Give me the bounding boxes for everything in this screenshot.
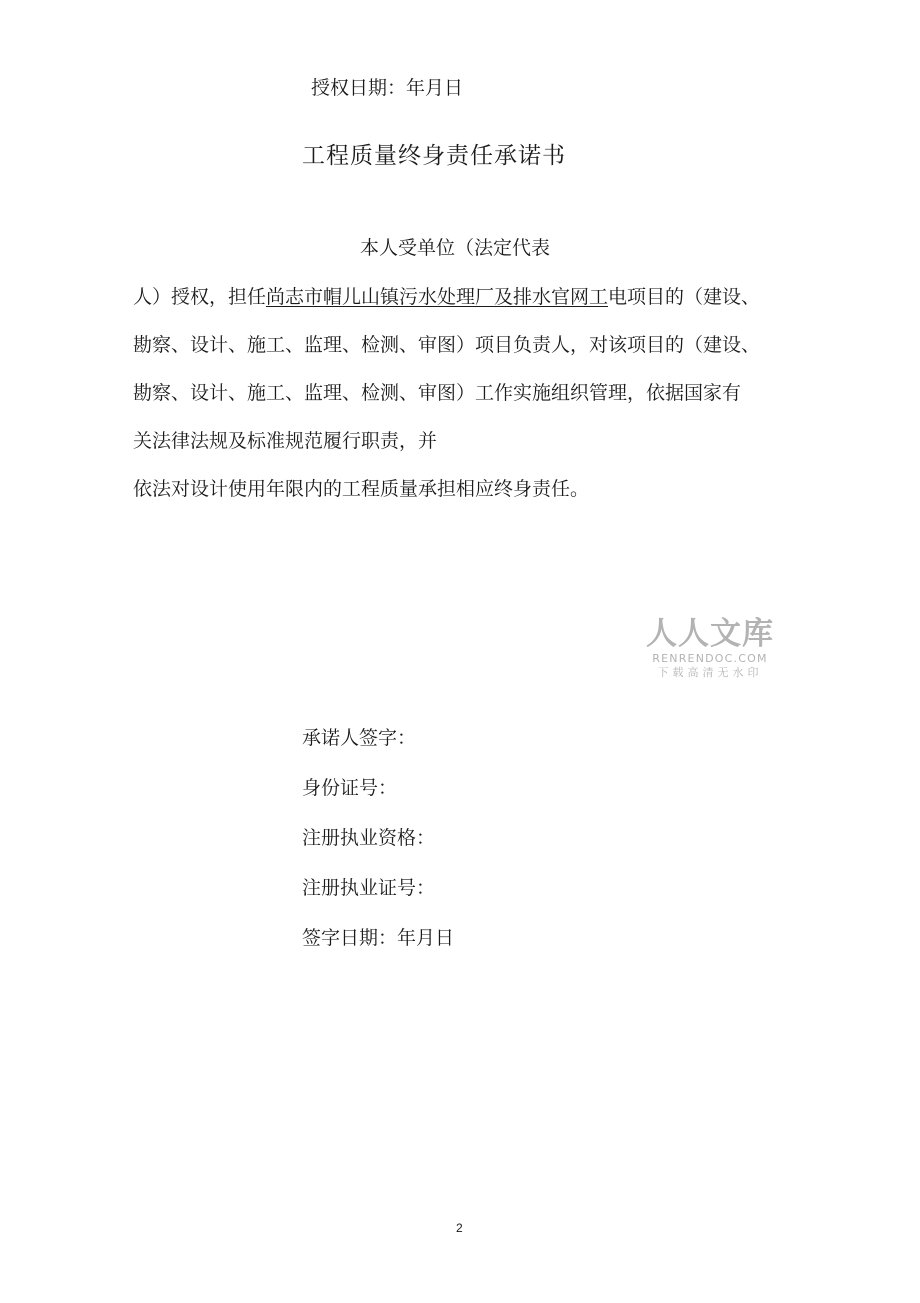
body-line-6: 依法对设计使用年限内的工程质量承担相应终身责任。 xyxy=(133,478,590,500)
id-number-label: 身份证号： xyxy=(302,777,398,799)
body-line-2 xyxy=(133,282,760,309)
page-title: 工程质量终身责任承诺书 xyxy=(302,143,566,169)
authorization-date: 授权日期：年月日 xyxy=(311,77,464,99)
body-line-1: 本人受单位（法定代表 xyxy=(360,237,551,259)
watermark-brand: 人人文库 xyxy=(646,616,774,652)
project-name: 尚志市帽儿山镇污水处理厂及排水官网工 xyxy=(266,286,609,308)
license-number-label: 注册执业证号： xyxy=(302,877,436,899)
sign-date-label: 签字日期：年月日 xyxy=(302,927,455,949)
watermark-slogan: 下载高清无水印 xyxy=(657,666,763,679)
body-line-2-suffix: 电项目的（建设、 xyxy=(608,286,761,308)
qualification-label: 注册执业资格： xyxy=(302,827,436,849)
page-number: 2 xyxy=(456,1221,463,1235)
signer-signature-label: 承诺人签字： xyxy=(302,727,417,749)
body-line-3: 勘察、设计、施工、监理、检测、审图）项目负责人，对该项目的（建设、 xyxy=(133,334,761,356)
body-line-2-prefix: 人）授权，担任 xyxy=(133,286,267,308)
watermark xyxy=(640,616,780,680)
watermark-url: RENRENDOC.COM xyxy=(652,652,768,665)
body-line-5: 关法律法规及标准规范履行职责，并 xyxy=(133,430,438,452)
body-line-4: 勘察、设计、施工、监理、检测、审图）工作实施组织管理，依据国家有 xyxy=(133,382,742,404)
